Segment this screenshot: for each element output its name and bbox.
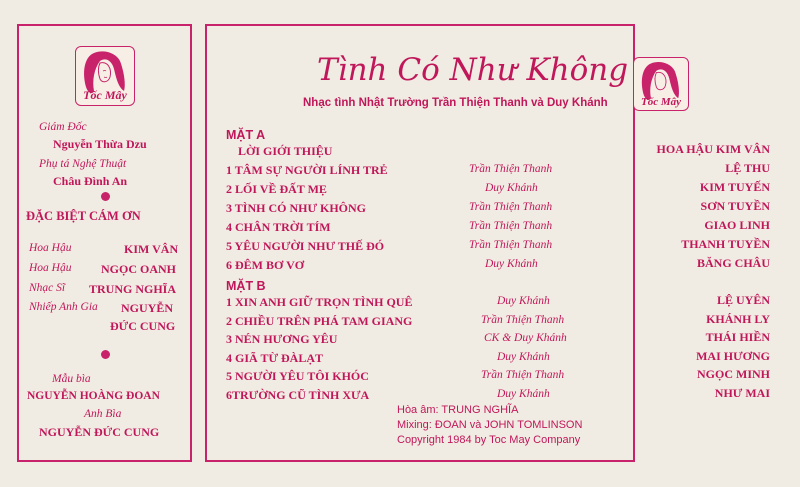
track-composer: Duy Khánh — [497, 350, 550, 363]
track-title: 5 NGƯỜI YÊU TÔI KHÓC — [226, 369, 369, 383]
track-composer: Trần Thiện Thanh — [481, 369, 565, 381]
thanks-name-2: NGỌC OANH — [101, 262, 176, 276]
track-title: 2 CHIỀU TRÊN PHÁ TAM GIANG — [226, 313, 413, 328]
director-label: Giám Đốc — [39, 121, 87, 133]
thanks-name-4-cont: ĐỨC CUNG — [110, 319, 176, 333]
track-composer: CK & Duy Khánh — [484, 332, 567, 344]
track-composer: Trần Thiện Thanh — [469, 220, 553, 232]
track-composer: Trần Thiện Thanh — [469, 163, 553, 175]
track-singer: BĂNG CHÂU — [696, 256, 770, 270]
cover-model-label: Mẫu bìa — [52, 373, 91, 385]
toc-may-logo — [75, 46, 135, 106]
left-credits-panel — [17, 24, 192, 462]
track-composer: Duy Khánh — [485, 258, 538, 270]
thanks-name-3: TRUNG NGHĨA — [89, 282, 177, 296]
track-title: 6TRƯỜNG CŨ TÌNH XƯA — [226, 387, 370, 402]
album-title: Tình Có Như Không — [317, 52, 629, 88]
art-assistant-name: Châu Đình An — [53, 174, 128, 188]
thanks-role-1: Hoa Hậu — [29, 242, 72, 254]
track-composer: Trần Thiện Thanh — [469, 239, 553, 251]
track-title: 6 ĐÊM BƠ VƠ — [226, 258, 305, 272]
track-singer: KIM TUYẾN — [699, 180, 770, 194]
track-title: 1 TÂM SỰ NGƯỜI LÍNH TRẺ — [226, 163, 388, 177]
bullet-dot — [101, 350, 110, 359]
cover-photo-name: NGUYỄN ĐỨC CUNG — [39, 425, 160, 439]
track-title: 4 CHÂN TRỜI TÍM — [226, 220, 331, 234]
thanks-heading: ĐẶC BIỆT CÁM ƠN — [26, 209, 141, 223]
bullet-dot — [101, 192, 110, 201]
track-title: 3 NÉN HƯƠNG YÊU — [226, 332, 338, 346]
track-singer: GIAO LINH — [704, 218, 770, 232]
track-composer: Duy Khánh — [485, 182, 538, 194]
track-title: 4 GIÃ TỪ ĐÀLẠT — [226, 350, 324, 365]
track-singer: LỆ THU — [725, 161, 770, 175]
track-composer: Duy Khánh — [497, 295, 550, 307]
track-title: 3 TÌNH CÓ NHƯ KHÔNG — [226, 201, 367, 215]
toc-may-logo-right — [633, 57, 689, 111]
side-b-label: MẶT B — [226, 279, 266, 293]
art-assistant-label: Phụ tá Nghệ Thuật — [39, 158, 127, 170]
track-singer: LỆ UYÊN — [716, 293, 770, 307]
track-singer: NGỌC MINH — [697, 367, 770, 381]
cover-model-name: NGUYỄN HOÀNG ĐOAN — [27, 390, 160, 402]
logo-label: Tốc Mây — [640, 96, 681, 108]
track-singer: HOA HẬU KIM VÂN — [656, 142, 770, 156]
logo-label: Tốc Mây — [83, 88, 127, 102]
track-title: 5 YÊU NGƯỜI NHƯ THẾ ĐÓ — [226, 239, 385, 253]
copyright-credit: Copyright 1984 by Toc May Company — [397, 434, 581, 446]
track-title: LỜI GIỚI THIỆU — [238, 144, 333, 158]
thanks-role-4: Nhiếp Anh Gia — [29, 301, 98, 313]
track-composer: Trần Thiện Thanh — [481, 313, 565, 326]
track-composer: Duy Khánh — [497, 387, 550, 400]
side-a-label: MẶT A — [226, 128, 266, 142]
thanks-role-2: Hoa Hậu — [29, 262, 72, 274]
track-singer: MAI HƯƠNG — [696, 348, 770, 363]
cover-photo-label: Anh Bìa — [84, 408, 122, 420]
director-name: Nguyễn Thừa Dzu — [53, 137, 147, 151]
mixing-credit-1: Hòa âm: TRUNG NGHĨA — [397, 404, 519, 416]
right-tracklist-panel — [205, 24, 635, 462]
album-subtitle: Nhạc tình Nhật Trường Trần Thiện Thanh và Duy Khánh — [303, 97, 608, 109]
track-singer: NHƯ MAI — [714, 385, 770, 400]
mixing-credit-2: Mixing: ĐOAN và JOHN TOMLINSON — [397, 419, 583, 431]
track-composer: Trần Thiện Thanh — [469, 201, 553, 213]
thanks-role-3: Nhạc Sĩ — [29, 282, 66, 294]
track-singer: THÁI HIỀN — [705, 330, 770, 344]
track-singer: KHÁNH LY — [706, 311, 770, 326]
track-title: 2 LỐI VỀ ĐẤT MẸ — [226, 182, 327, 196]
track-singer: THANH TUYỀN — [681, 237, 770, 251]
track-title: 1 XIN ANH GIỮ TRỌN TÌNH QUÊ — [226, 295, 413, 309]
thanks-name-1: KIM VÂN — [124, 242, 179, 256]
track-singer: SƠN TUYỀN — [700, 199, 770, 213]
thanks-name-4: NGUYỄN — [121, 301, 174, 315]
